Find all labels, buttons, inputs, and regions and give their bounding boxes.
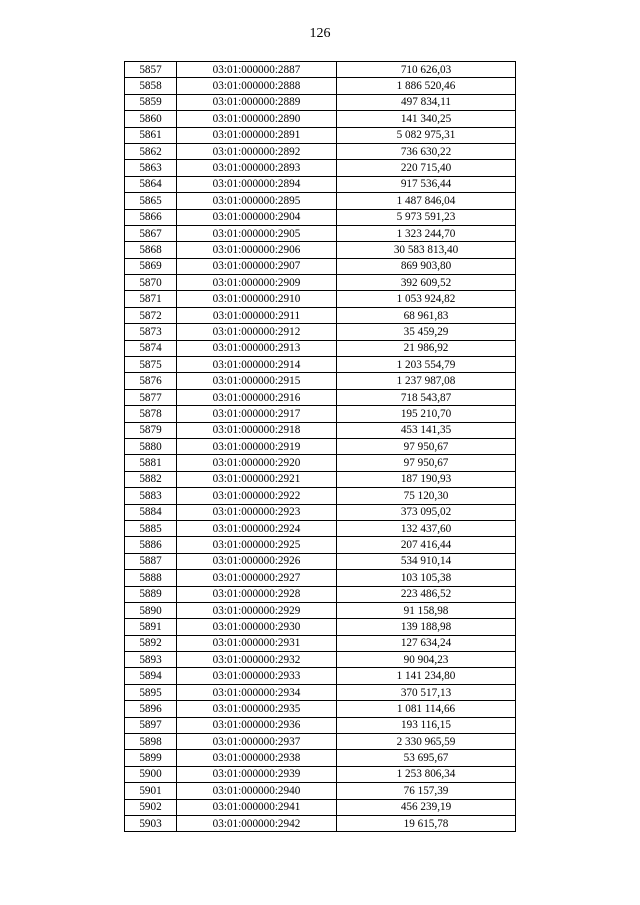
table-row — [125, 324, 516, 340]
table-row — [125, 438, 516, 454]
cadastral-value-cell: 103 105,38 — [337, 570, 516, 586]
cadastral-number-cell: 03:01:000000:2889 — [177, 94, 337, 110]
table-row — [125, 225, 516, 241]
row-number-cell: 5881 — [125, 455, 177, 471]
cadastral-value-cell: 97 950,67 — [337, 455, 516, 471]
cadastral-number-cell: 03:01:000000:2888 — [177, 78, 337, 94]
cadastral-value-cell: 1 237 987,08 — [337, 373, 516, 389]
row-number-cell: 5882 — [125, 471, 177, 487]
row-number-cell: 5879 — [125, 422, 177, 438]
table-row — [125, 488, 516, 504]
table-row — [125, 94, 516, 110]
cadastral-number-cell: 03:01:000000:2923 — [177, 504, 337, 520]
cadastral-number-cell: 03:01:000000:2891 — [177, 127, 337, 143]
row-number-cell: 5874 — [125, 340, 177, 356]
row-number-cell: 5877 — [125, 389, 177, 405]
table-row — [125, 783, 516, 799]
cadastral-value-cell: 193 116,15 — [337, 717, 516, 733]
table-row — [125, 586, 516, 602]
cadastral-value-table — [124, 61, 516, 832]
cadastral-number-cell: 03:01:000000:2937 — [177, 734, 337, 750]
row-number-cell: 5885 — [125, 520, 177, 536]
row-number-cell: 5859 — [125, 94, 177, 110]
row-number-cell: 5893 — [125, 652, 177, 668]
cadastral-value-cell: 187 190,93 — [337, 471, 516, 487]
cadastral-value-cell: 392 609,52 — [337, 275, 516, 291]
cadastral-number-cell: 03:01:000000:2938 — [177, 750, 337, 766]
cadastral-number-cell: 03:01:000000:2913 — [177, 340, 337, 356]
cadastral-number-cell: 03:01:000000:2912 — [177, 324, 337, 340]
table-row — [125, 143, 516, 159]
table-row — [125, 209, 516, 225]
cadastral-value-cell: 917 536,44 — [337, 176, 516, 192]
table-row — [125, 176, 516, 192]
row-number-cell: 5900 — [125, 766, 177, 782]
cadastral-value-cell: 97 950,67 — [337, 438, 516, 454]
cadastral-value-cell: 141 340,25 — [337, 111, 516, 127]
row-number-cell: 5903 — [125, 815, 177, 831]
cadastral-number-cell: 03:01:000000:2890 — [177, 111, 337, 127]
row-number-cell: 5872 — [125, 307, 177, 323]
cadastral-value-cell: 53 695,67 — [337, 750, 516, 766]
cadastral-value-cell: 220 715,40 — [337, 160, 516, 176]
row-number-cell: 5898 — [125, 734, 177, 750]
cadastral-number-cell: 03:01:000000:2906 — [177, 242, 337, 258]
table-row — [125, 766, 516, 782]
cadastral-number-cell: 03:01:000000:2933 — [177, 668, 337, 684]
row-number-cell: 5878 — [125, 406, 177, 422]
table-row — [125, 570, 516, 586]
row-number-cell: 5868 — [125, 242, 177, 258]
row-number-cell: 5880 — [125, 438, 177, 454]
row-number-cell: 5873 — [125, 324, 177, 340]
table-row — [125, 734, 516, 750]
row-number-cell: 5897 — [125, 717, 177, 733]
table-row — [125, 602, 516, 618]
cadastral-value-cell: 1 323 244,70 — [337, 225, 516, 241]
cadastral-number-cell: 03:01:000000:2915 — [177, 373, 337, 389]
cadastral-value-cell: 373 095,02 — [337, 504, 516, 520]
cadastral-value-cell: 91 158,98 — [337, 602, 516, 618]
table-row — [125, 471, 516, 487]
table-row — [125, 357, 516, 373]
table-row — [125, 127, 516, 143]
row-number-cell: 5858 — [125, 78, 177, 94]
table-row — [125, 750, 516, 766]
table-row — [125, 78, 516, 94]
row-number-cell: 5866 — [125, 209, 177, 225]
cadastral-number-cell: 03:01:000000:2914 — [177, 357, 337, 373]
cadastral-number-cell: 03:01:000000:2929 — [177, 602, 337, 618]
table-row — [125, 668, 516, 684]
cadastral-value-cell: 1 053 924,82 — [337, 291, 516, 307]
cadastral-number-cell: 03:01:000000:2931 — [177, 635, 337, 651]
table-row — [125, 455, 516, 471]
cadastral-value-cell: 207 416,44 — [337, 537, 516, 553]
cadastral-value-cell: 223 486,52 — [337, 586, 516, 602]
cadastral-value-cell: 453 141,35 — [337, 422, 516, 438]
cadastral-number-cell: 03:01:000000:2928 — [177, 586, 337, 602]
table-row — [125, 619, 516, 635]
cadastral-number-cell: 03:01:000000:2905 — [177, 225, 337, 241]
cadastral-value-cell: 534 910,14 — [337, 553, 516, 569]
row-number-cell: 5883 — [125, 488, 177, 504]
cadastral-number-cell: 03:01:000000:2909 — [177, 275, 337, 291]
cadastral-value-cell: 2 330 965,59 — [337, 734, 516, 750]
row-number-cell: 5895 — [125, 684, 177, 700]
table-row — [125, 815, 516, 831]
cadastral-number-cell: 03:01:000000:2904 — [177, 209, 337, 225]
cadastral-number-cell: 03:01:000000:2916 — [177, 389, 337, 405]
cadastral-number-cell: 03:01:000000:2887 — [177, 62, 337, 78]
table-row — [125, 373, 516, 389]
row-number-cell: 5865 — [125, 193, 177, 209]
cadastral-value-cell: 1 141 234,80 — [337, 668, 516, 684]
cadastral-number-cell: 03:01:000000:2941 — [177, 799, 337, 815]
cadastral-value-cell: 370 517,13 — [337, 684, 516, 700]
table-row — [125, 275, 516, 291]
row-number-cell: 5869 — [125, 258, 177, 274]
cadastral-value-cell: 5 973 591,23 — [337, 209, 516, 225]
cadastral-value-cell: 1 081 114,66 — [337, 701, 516, 717]
table-row — [125, 340, 516, 356]
table-row — [125, 406, 516, 422]
cadastral-number-cell: 03:01:000000:2917 — [177, 406, 337, 422]
row-number-cell: 5870 — [125, 275, 177, 291]
table-row — [125, 242, 516, 258]
cadastral-number-cell: 03:01:000000:2893 — [177, 160, 337, 176]
row-number-cell: 5890 — [125, 602, 177, 618]
cadastral-value-cell: 75 120,30 — [337, 488, 516, 504]
cadastral-value-cell: 19 615,78 — [337, 815, 516, 831]
row-number-cell: 5891 — [125, 619, 177, 635]
row-number-cell: 5857 — [125, 62, 177, 78]
cadastral-value-cell: 132 437,60 — [337, 520, 516, 536]
cadastral-value-cell: 68 961,83 — [337, 307, 516, 323]
cadastral-number-cell: 03:01:000000:2921 — [177, 471, 337, 487]
cadastral-value-cell: 1 203 554,79 — [337, 357, 516, 373]
cadastral-value-cell: 1 886 520,46 — [337, 78, 516, 94]
row-number-cell: 5894 — [125, 668, 177, 684]
row-number-cell: 5867 — [125, 225, 177, 241]
row-number-cell: 5889 — [125, 586, 177, 602]
table-row — [125, 258, 516, 274]
table-row — [125, 635, 516, 651]
row-number-cell: 5884 — [125, 504, 177, 520]
cadastral-number-cell: 03:01:000000:2922 — [177, 488, 337, 504]
cadastral-value-cell: 5 082 975,31 — [337, 127, 516, 143]
table-row — [125, 62, 516, 78]
cadastral-value-cell: 869 903,80 — [337, 258, 516, 274]
cadastral-value-cell: 718 543,87 — [337, 389, 516, 405]
cadastral-number-cell: 03:01:000000:2918 — [177, 422, 337, 438]
table-row — [125, 160, 516, 176]
table-row — [125, 553, 516, 569]
cadastral-number-cell: 03:01:000000:2934 — [177, 684, 337, 700]
table-row — [125, 537, 516, 553]
row-number-cell: 5863 — [125, 160, 177, 176]
table-row — [125, 504, 516, 520]
cadastral-number-cell: 03:01:000000:2926 — [177, 553, 337, 569]
row-number-cell: 5887 — [125, 553, 177, 569]
table-row — [125, 291, 516, 307]
cadastral-number-cell: 03:01:000000:2924 — [177, 520, 337, 536]
cadastral-number-cell: 03:01:000000:2920 — [177, 455, 337, 471]
cadastral-number-cell: 03:01:000000:2911 — [177, 307, 337, 323]
cadastral-number-cell: 03:01:000000:2930 — [177, 619, 337, 635]
row-number-cell: 5886 — [125, 537, 177, 553]
table-body — [125, 62, 516, 832]
cadastral-value-cell: 35 459,29 — [337, 324, 516, 340]
row-number-cell: 5888 — [125, 570, 177, 586]
cadastral-number-cell: 03:01:000000:2894 — [177, 176, 337, 192]
cadastral-value-cell: 195 210,70 — [337, 406, 516, 422]
cadastral-value-cell: 127 634,24 — [337, 635, 516, 651]
cadastral-number-cell: 03:01:000000:2935 — [177, 701, 337, 717]
cadastral-value-cell: 90 904,23 — [337, 652, 516, 668]
cadastral-value-cell: 710 626,03 — [337, 62, 516, 78]
cadastral-value-cell: 1 253 806,34 — [337, 766, 516, 782]
row-number-cell: 5899 — [125, 750, 177, 766]
row-number-cell: 5902 — [125, 799, 177, 815]
row-number-cell: 5875 — [125, 357, 177, 373]
table-row — [125, 307, 516, 323]
cadastral-value-cell: 139 188,98 — [337, 619, 516, 635]
row-number-cell: 5871 — [125, 291, 177, 307]
table-row — [125, 111, 516, 127]
table-row — [125, 193, 516, 209]
row-number-cell: 5876 — [125, 373, 177, 389]
row-number-cell: 5896 — [125, 701, 177, 717]
cadastral-number-cell: 03:01:000000:2910 — [177, 291, 337, 307]
cadastral-number-cell: 03:01:000000:2919 — [177, 438, 337, 454]
cadastral-number-cell: 03:01:000000:2939 — [177, 766, 337, 782]
cadastral-number-cell: 03:01:000000:2932 — [177, 652, 337, 668]
table-row — [125, 684, 516, 700]
cadastral-number-cell: 03:01:000000:2936 — [177, 717, 337, 733]
row-number-cell: 5864 — [125, 176, 177, 192]
table-row — [125, 422, 516, 438]
cadastral-number-cell: 03:01:000000:2940 — [177, 783, 337, 799]
cadastral-value-cell: 30 583 813,40 — [337, 242, 516, 258]
table-row — [125, 652, 516, 668]
cadastral-value-cell: 21 986,92 — [337, 340, 516, 356]
row-number-cell: 5901 — [125, 783, 177, 799]
row-number-cell: 5862 — [125, 143, 177, 159]
cadastral-value-cell: 497 834,11 — [337, 94, 516, 110]
table-row — [125, 520, 516, 536]
row-number-cell: 5861 — [125, 127, 177, 143]
cadastral-number-cell: 03:01:000000:2925 — [177, 537, 337, 553]
page-number: 126 — [309, 26, 331, 41]
row-number-cell: 5892 — [125, 635, 177, 651]
cadastral-number-cell: 03:01:000000:2895 — [177, 193, 337, 209]
table-row — [125, 389, 516, 405]
cadastral-number-cell: 03:01:000000:2907 — [177, 258, 337, 274]
cadastral-value-cell: 76 157,39 — [337, 783, 516, 799]
table-row — [125, 701, 516, 717]
cadastral-number-cell: 03:01:000000:2927 — [177, 570, 337, 586]
table-row — [125, 799, 516, 815]
row-number-cell: 5860 — [125, 111, 177, 127]
cadastral-value-cell: 1 487 846,04 — [337, 193, 516, 209]
cadastral-number-cell: 03:01:000000:2942 — [177, 815, 337, 831]
cadastral-value-cell: 456 239,19 — [337, 799, 516, 815]
cadastral-number-cell: 03:01:000000:2892 — [177, 143, 337, 159]
cadastral-value-cell: 736 630,22 — [337, 143, 516, 159]
table-row — [125, 717, 516, 733]
